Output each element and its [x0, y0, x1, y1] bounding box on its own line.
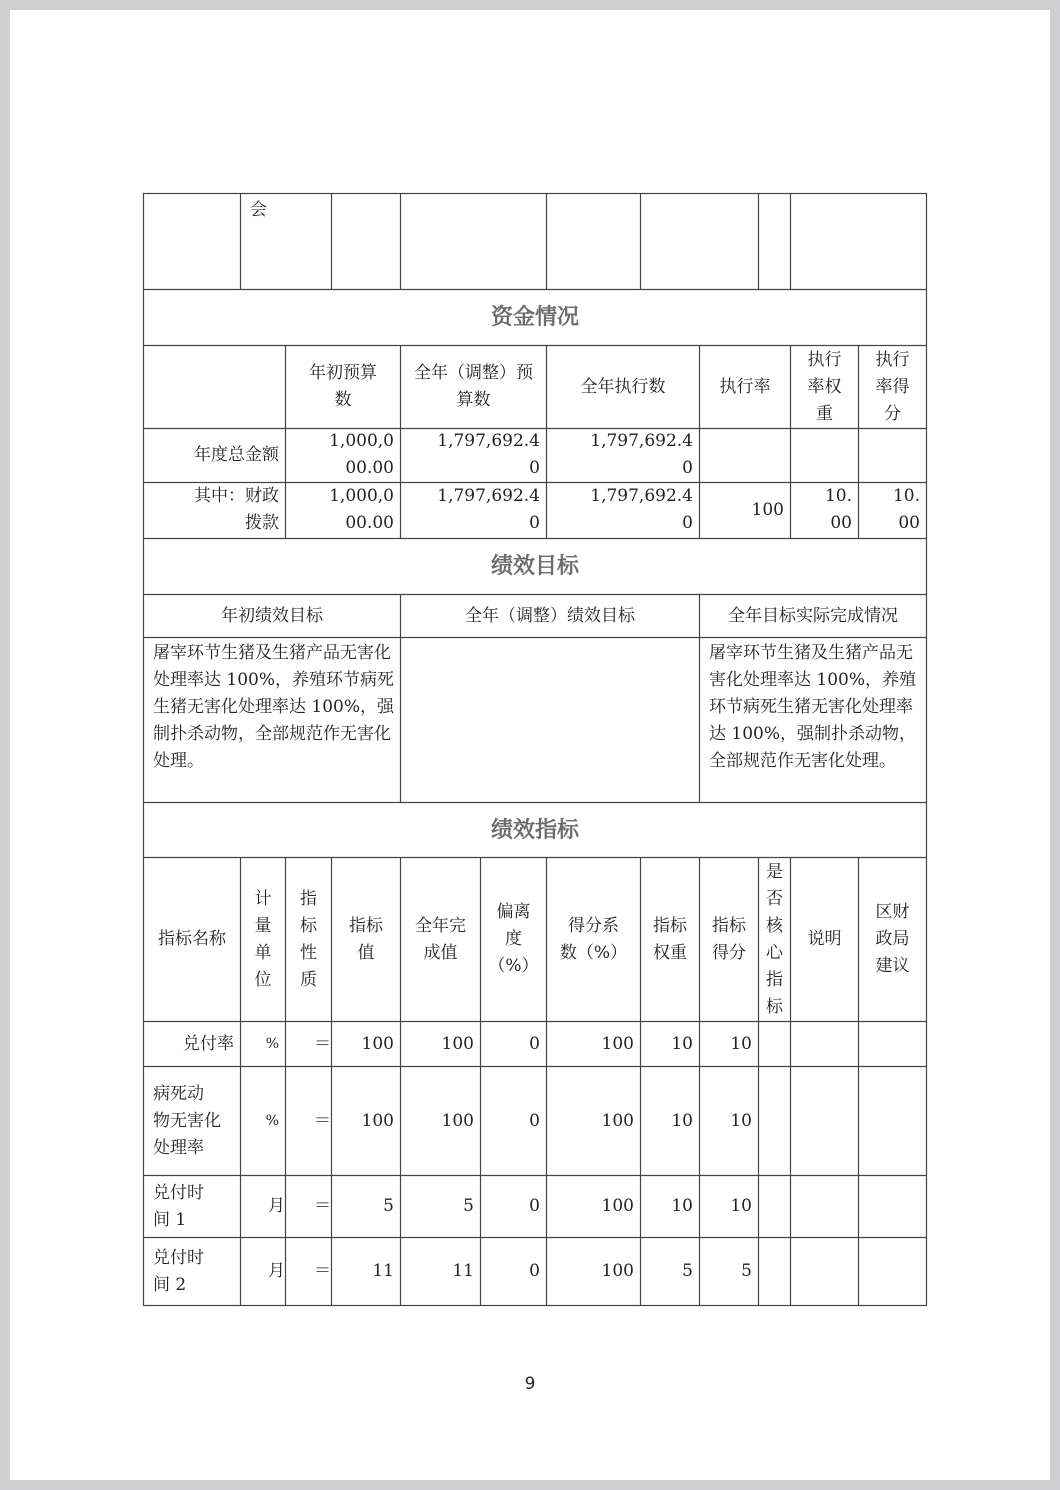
ind-header-advice: 区财 政局 建议 — [875, 902, 910, 976]
indicator-name: 兑付时 间 1 — [153, 1182, 204, 1230]
indicator-target: 11 — [372, 1261, 394, 1281]
indicator-score: 10 — [730, 1196, 752, 1216]
fiscal-weight-value: 10. 00 — [824, 486, 852, 533]
ind-header-weight: 指标 权重 — [653, 915, 687, 963]
indicator-weight: 5 — [682, 1261, 693, 1281]
ind-header-nature: 指 标 性 质 — [300, 888, 317, 990]
ind-header-completed: 全年完 成值 — [415, 915, 466, 963]
total-amount-label: 年度总金额 — [194, 445, 279, 465]
indicator-name: 兑付率 — [183, 1033, 234, 1054]
total-initial-value: 1,000,0 00.00 — [329, 431, 394, 478]
adjusted-goal-text — [401, 638, 699, 802]
indicator-coefficient: 100 — [601, 1261, 634, 1281]
indicator-nature: ＝ — [314, 1110, 331, 1131]
indicator-coefficient: 100 — [601, 1033, 634, 1054]
indicator-score: 10 — [730, 1033, 752, 1054]
funds-header-score: 执行 率得 分 — [875, 349, 910, 424]
fiscal-initial-value: 1,000,0 00.00 — [329, 486, 394, 533]
indicator-unit: % — [265, 1112, 279, 1129]
ind-header-core: 是 否 核 心 指 标 — [766, 861, 783, 1017]
fiscal-score-value: 10. 00 — [892, 486, 920, 533]
indicator-nature: ＝ — [314, 1261, 331, 1281]
ind-header-unit: 计 量 单 位 — [254, 888, 272, 990]
indicator-score: 10 — [730, 1110, 752, 1131]
total-adjusted-value: 1,797,692.4 0 — [437, 431, 540, 478]
funds-header-weight: 执行 率权 重 — [807, 349, 842, 424]
indicator-coefficient: 100 — [601, 1196, 634, 1216]
fiscal-rate-value: 100 — [751, 500, 784, 520]
total-executed-value: 1,797,692.4 0 — [590, 431, 693, 478]
indicator-deviation: 0 — [529, 1110, 540, 1131]
indicator-target: 5 — [383, 1196, 394, 1216]
indicator-target: 100 — [361, 1033, 394, 1054]
funds-header-rate: 执行率 — [719, 376, 771, 397]
indicators-section-title: 绩效指标 — [490, 817, 579, 843]
indicator-deviation: 0 — [529, 1261, 540, 1281]
indicator-unit: 月 — [268, 1196, 285, 1216]
fiscal-adjusted-value: 1,797,692.4 0 — [437, 486, 540, 533]
page-number: 9 — [524, 1374, 536, 1394]
funds-header-initial: 年初预算 数 — [309, 363, 377, 410]
initial-goal-text: 屠宰环节生猪及生猪产品无害化处理率达 100%，养殖环节病死生猪无害化处理率达 100%，强制扑杀动物，全部规范作无害化处理。 — [153, 643, 394, 771]
total-score-value — [859, 428, 926, 482]
funds-section-title: 资金情况 — [490, 305, 579, 330]
funds-header-adjusted: 全年（调整）预 算数 — [414, 363, 533, 410]
indicator-weight: 10 — [671, 1196, 693, 1216]
indicator-unit: % — [265, 1035, 279, 1052]
funds-header-executed: 全年执行数 — [580, 376, 666, 397]
ind-header-deviation: 偏离 度 （%） — [488, 902, 539, 976]
indicator-completed: 11 — [452, 1261, 474, 1281]
indicator-coefficient: 100 — [601, 1110, 634, 1131]
indicator-deviation: 0 — [529, 1196, 540, 1216]
ind-header-score: 指标 得分 — [712, 915, 746, 963]
indicator-deviation: 0 — [529, 1033, 540, 1054]
indicator-name: 病死动 物无害化 处理率 — [153, 1083, 221, 1158]
indicator-nature: ＝ — [314, 1033, 331, 1054]
indicator-nature: ＝ — [314, 1196, 331, 1216]
actual-completion-text: 屠宰环节生猪及生猪产品无害化处理率达 100%，养殖环节病死生猪无害化处理率达 100%，强制扑杀动物，全部规范作无害化处理。 — [709, 643, 917, 771]
ind-header-note: 说明 — [807, 929, 842, 949]
indicator-score: 5 — [741, 1261, 752, 1281]
indicator-name: 兑付时 间 2 — [153, 1247, 204, 1295]
goals-header-adjusted: 全年（调整）绩效目标 — [465, 605, 635, 626]
fiscal-allocation-label: 其中：财政 拨款 — [194, 486, 279, 533]
indicator-completed: 100 — [441, 1033, 474, 1054]
total-rate-value — [700, 429, 790, 482]
ind-header-target: 指标 值 — [349, 915, 383, 963]
indicator-weight: 10 — [671, 1110, 693, 1131]
fiscal-executed-value: 1,797,692.4 0 — [590, 486, 693, 533]
total-weight-value — [791, 428, 858, 482]
goals-header-actual: 全年目标实际完成情况 — [728, 605, 898, 626]
ind-header-name: 指标名称 — [158, 929, 226, 949]
continued-label: 会 — [250, 200, 267, 220]
goals-section-title: 绩效目标 — [490, 554, 579, 579]
goals-header-initial: 年初绩效目标 — [221, 605, 323, 626]
indicator-unit: 月 — [268, 1261, 285, 1281]
ind-header-coefficient: 得分系 数（%） — [559, 915, 628, 963]
indicator-completed: 100 — [441, 1110, 474, 1131]
indicator-weight: 10 — [671, 1033, 693, 1054]
indicator-completed: 5 — [463, 1196, 474, 1216]
indicator-target: 100 — [361, 1110, 394, 1131]
